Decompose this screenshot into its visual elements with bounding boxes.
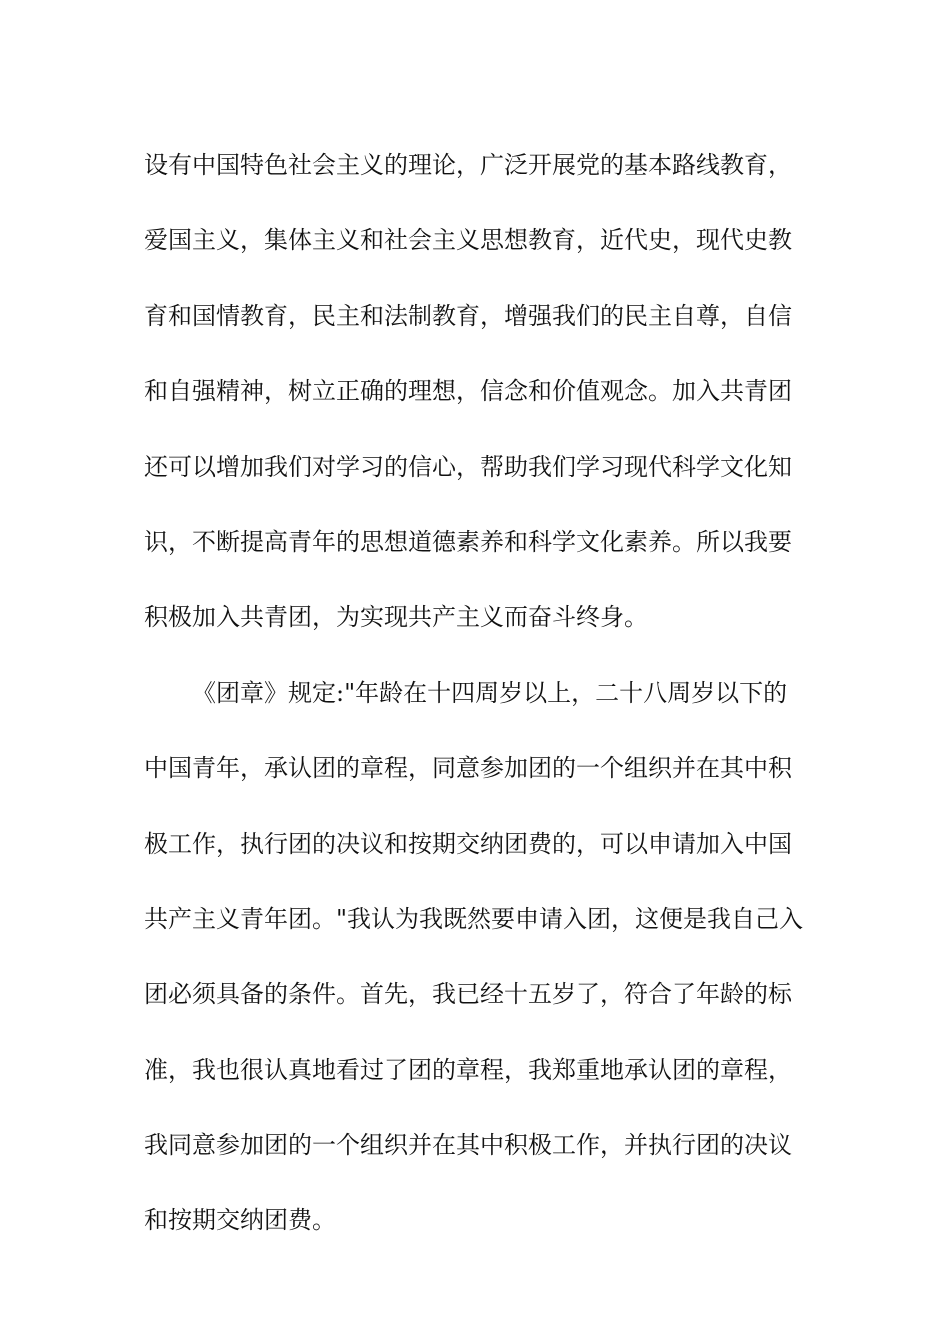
paragraph-2 xyxy=(144,656,824,1259)
paragraph-1-line-7: 积极加入共青团，为实现共产主义而奋斗终身。 xyxy=(144,603,648,632)
paragraph-2-line-1: 《团章》规定:"年龄在十四周岁以上，二十八周岁以下的 xyxy=(192,678,788,707)
document-body xyxy=(144,128,824,1259)
paragraph-1-line-5: 还可以增加我们对学习的信心，帮助我们学习现代科学文化知 xyxy=(144,452,792,481)
paragraph-1-line-2: 爱国主义，集体主义和社会主义思想教育，近代史，现代史教 xyxy=(144,226,792,255)
paragraph-2-line-8: 和按期交纳团费。 xyxy=(144,1206,336,1235)
paragraph-1-line-3: 育和国情教育，民主和法制教育，增强我们的民主自尊，自信 xyxy=(144,301,792,330)
paragraph-2-line-5: 团必须具备的条件。首先，我已经十五岁了，符合了年龄的标 xyxy=(144,980,792,1009)
paragraph-2-line-3: 极工作，执行团的决议和按期交纳团费的，可以申请加入中国 xyxy=(144,829,792,858)
paragraph-2-line-7: 我同意参加团的一个组织并在其中积极工作，并执行团的决议 xyxy=(144,1131,792,1160)
paragraph-1-line-4: 和自强精神，树立正确的理想，信念和价值观念。加入共青团 xyxy=(144,377,792,406)
paragraph-2-line-6: 准，我也很认真地看过了团的章程，我郑重地承认团的章程， xyxy=(144,1055,792,1084)
paragraph-1-line-1: 设有中国特色社会主义的理论，广泛开展党的基本路线教育， xyxy=(144,151,792,179)
paragraph-1 xyxy=(144,128,824,656)
paragraph-1-line-6: 识，不断提高青年的思想道德素养和科学文化素养。所以我要 xyxy=(144,527,792,556)
paragraph-2-line-2: 中国青年，承认团的章程，同意参加团的一个组织并在其中积 xyxy=(144,754,792,783)
paragraph-2-line-4: 共产主义青年团。"我认为我既然要申请入团，这便是我自己入 xyxy=(144,904,804,933)
